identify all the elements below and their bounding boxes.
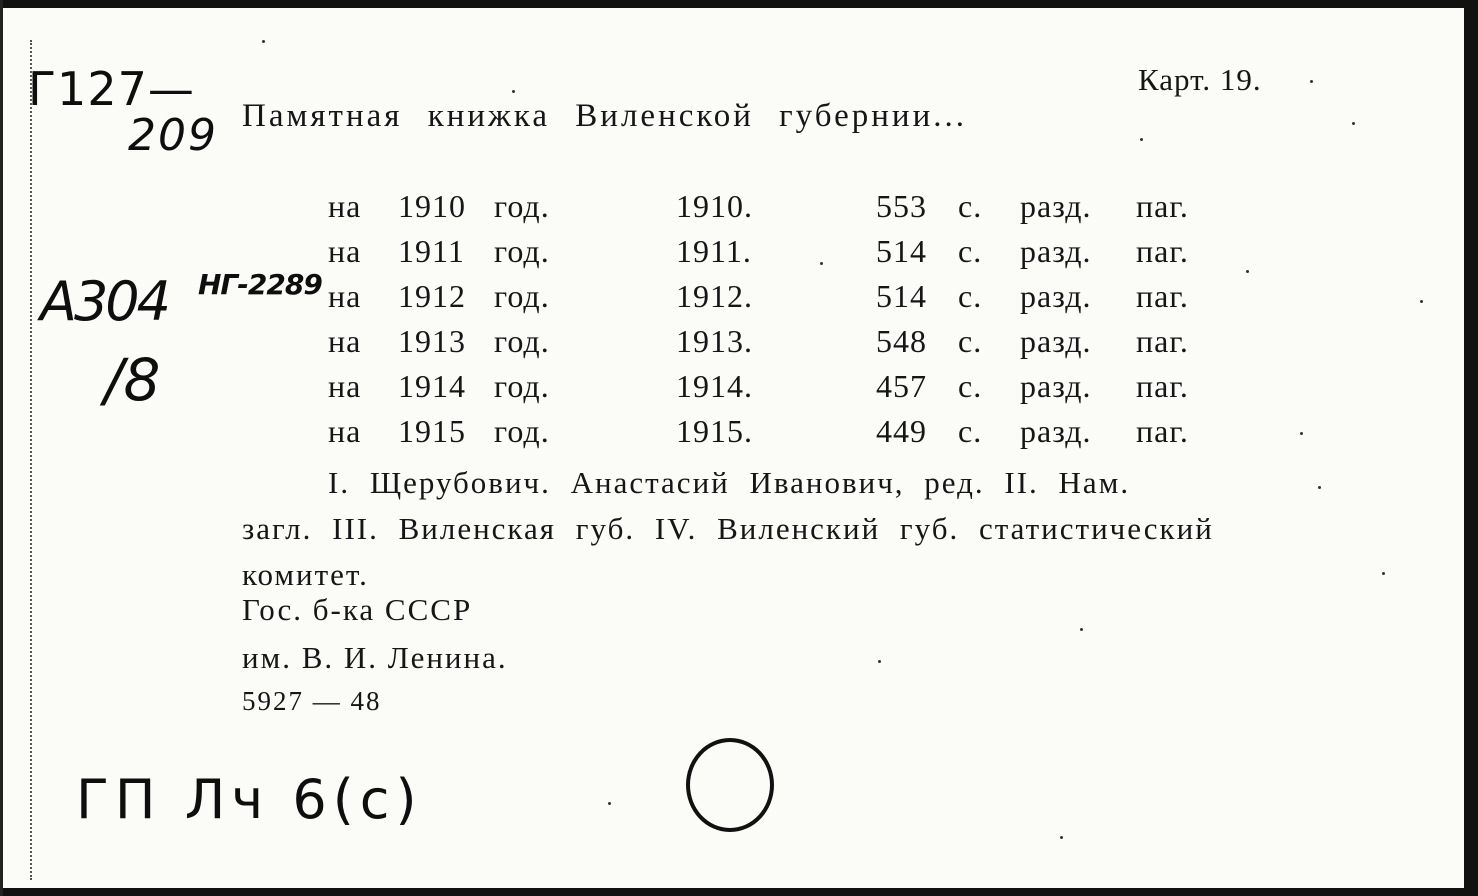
holding-separate: разд. [1020,323,1092,359]
card-title: Памятная книжка Виленской губернии... [242,98,967,134]
holding-year-word: год. [494,368,550,404]
holding-prefix: на [328,233,362,269]
holding-year-word: год. [494,413,550,449]
card-edge-top [0,0,1478,8]
card-edge-bottom [0,888,1478,896]
holding-pages-abbr: с. [958,278,983,314]
holding-pagination: паг. [1136,413,1189,449]
holding-separate: разд. [1020,413,1092,449]
location-mark: ГП Лч 6(с) [76,768,423,831]
holding-row [0,278,1400,322]
speck [1300,432,1303,435]
accession-number-c: /8 [104,346,161,414]
holding-separate: разд. [1020,278,1092,314]
holding-year-word: год. [494,278,550,314]
speck [608,802,611,805]
holding-separate: разд. [1020,188,1092,224]
holding-pages: 553 [876,188,927,224]
holding-pagination: паг. [1136,368,1189,404]
library-line: Гос. б-ка СССР [242,592,473,627]
holding-pub-year: 1911. [676,233,752,269]
holding-prefix: на [328,413,362,449]
holding-year-word: год. [494,323,550,359]
holding-prefix: на [328,188,362,224]
holding-pages: 548 [876,323,927,359]
holding-year: 1913 [398,323,466,359]
holding-pub-year: 1913. [676,323,753,359]
holding-year: 1915 [398,413,466,449]
card-number: Карт. 19. [1138,62,1262,97]
notes-line: комитет. [242,557,369,592]
holding-year-word: год. [494,233,550,269]
holding-pages-abbr: с. [958,188,983,224]
punch-hole [686,738,774,832]
holding-pagination: паг. [1136,278,1189,314]
speck [512,90,515,93]
holding-row [0,233,1400,277]
holding-pub-year: 1910. [676,188,753,224]
speck [1352,122,1355,125]
speck [1060,836,1063,839]
holding-pub-year: 1914. [676,368,753,404]
holding-prefix: на [328,323,362,359]
holding-pages: 449 [876,413,927,449]
accession-number-b: НГ-2289 [198,268,322,301]
holding-row [0,323,1400,367]
speck [878,660,881,663]
speck [1310,80,1313,83]
accession-number-a: A304 [40,270,169,333]
shelfmark-bottom: 209 [128,110,218,161]
holding-year: 1911 [398,233,465,269]
print-run-number: 5927 — 48 [242,686,382,716]
holding-prefix: на [328,278,362,314]
holding-pages-abbr: с. [958,323,983,359]
speck [1080,628,1083,631]
speck [820,262,823,265]
holding-year: 1914 [398,368,466,404]
holding-pages-abbr: с. [958,413,983,449]
speck [1382,572,1385,575]
speck [1318,486,1321,489]
notes-line: I. Щерубович. Анастасий Иванович, ред. II. Нам. [328,465,1131,500]
holding-pub-year: 1912. [676,278,753,314]
notes-line: загл. III. Виленская губ. IV. Виленский губ. статистический [242,511,1214,546]
holding-separate: разд. [1020,233,1092,269]
speck [1246,270,1249,273]
speck [262,40,265,43]
dotted-margin-line [30,40,32,880]
library-line: им. В. И. Ленина. [242,640,508,675]
speck [1140,138,1143,141]
holding-separate: разд. [1020,368,1092,404]
holding-row [0,188,1400,232]
holding-pagination: паг. [1136,188,1189,224]
holding-prefix: на [328,368,362,404]
holding-pages: 514 [876,233,927,269]
speck [1420,300,1423,303]
holding-year: 1910 [398,188,466,224]
holding-year: 1912 [398,278,466,314]
holding-pub-year: 1915. [676,413,753,449]
holding-row [0,368,1400,412]
holding-pages: 514 [876,278,927,314]
holding-pages-abbr: с. [958,368,983,404]
holding-row [0,413,1400,457]
holding-pages-abbr: с. [958,233,983,269]
holding-pages: 457 [876,368,927,404]
holding-pagination: паг. [1136,323,1189,359]
holding-pagination: паг. [1136,233,1189,269]
card-edge-right [1464,0,1478,896]
notes-block [242,460,1292,598]
shelfmark-top: Г127— [28,62,195,116]
holding-year-word: год. [494,188,550,224]
